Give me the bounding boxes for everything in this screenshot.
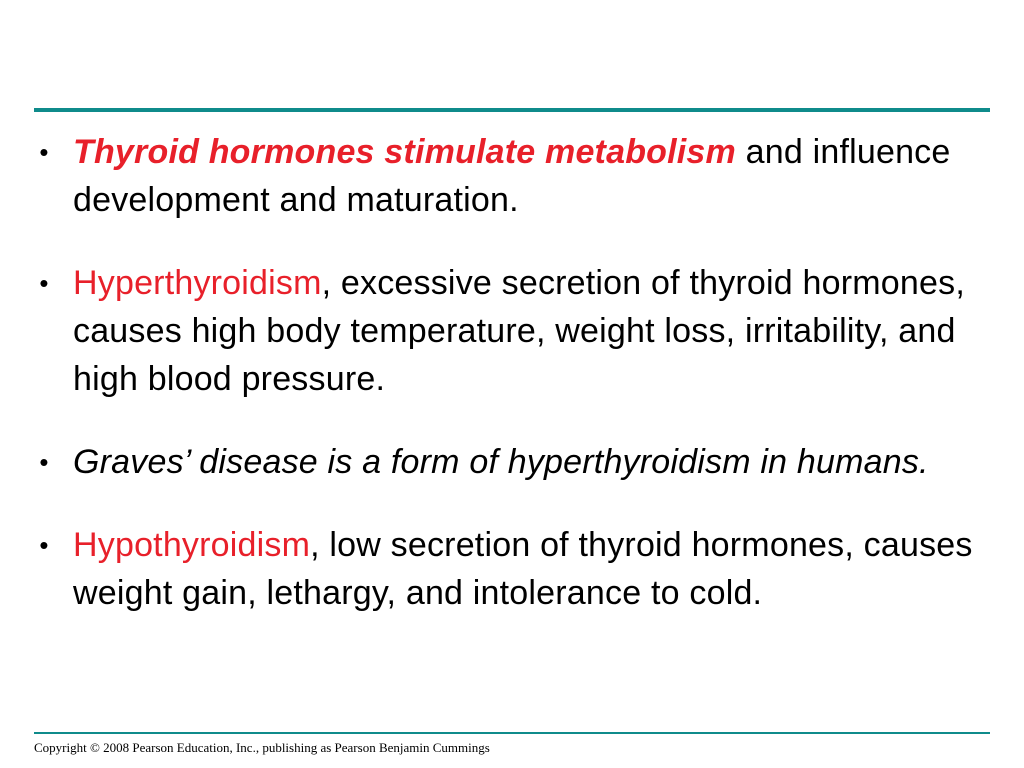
bullet-graves-disease-text: Graves’ disease is a form of hyperthyroidism in humans. — [73, 443, 929, 481]
bullet-thyroid-hormones-rest: and influence development and maturation. — [73, 133, 951, 219]
top-divider-rule — [34, 108, 990, 112]
bullet-hypothyroidism — [34, 521, 974, 617]
bullet-hyperthyroidism-term: Hyperthyroidism — [73, 264, 322, 302]
bullet-thyroid-hormones — [34, 128, 974, 224]
bullet-list — [34, 128, 974, 617]
bullet-dot-icon: • — [39, 268, 49, 298]
bullet-dot-icon: • — [39, 137, 49, 167]
bullet-hypothyroidism-term: Hypothyroidism — [73, 526, 311, 564]
bullet-dot-icon: • — [39, 447, 49, 477]
bullet-hyperthyroidism-rest: , excessive secretion of thyroid hormones, causes high body temperature, weight loss, irritability, and high blood pressure. — [73, 264, 965, 398]
copyright-footer: Copyright © 2008 Pearson Education, Inc., publishing as Pearson Benjamin Cummings — [34, 740, 490, 755]
bullet-graves-disease — [34, 438, 974, 486]
bottom-divider-rule — [34, 732, 990, 734]
bullet-dot-icon: • — [39, 530, 49, 560]
bullet-hyperthyroidism — [34, 259, 974, 403]
bullet-thyroid-hormones-lead: Thyroid hormones stimulate metabolism — [73, 133, 736, 171]
bullet-hypothyroidism-rest: , low secretion of thyroid hormones, causes weight gain, lethargy, and intolerance to cold. — [73, 526, 973, 612]
